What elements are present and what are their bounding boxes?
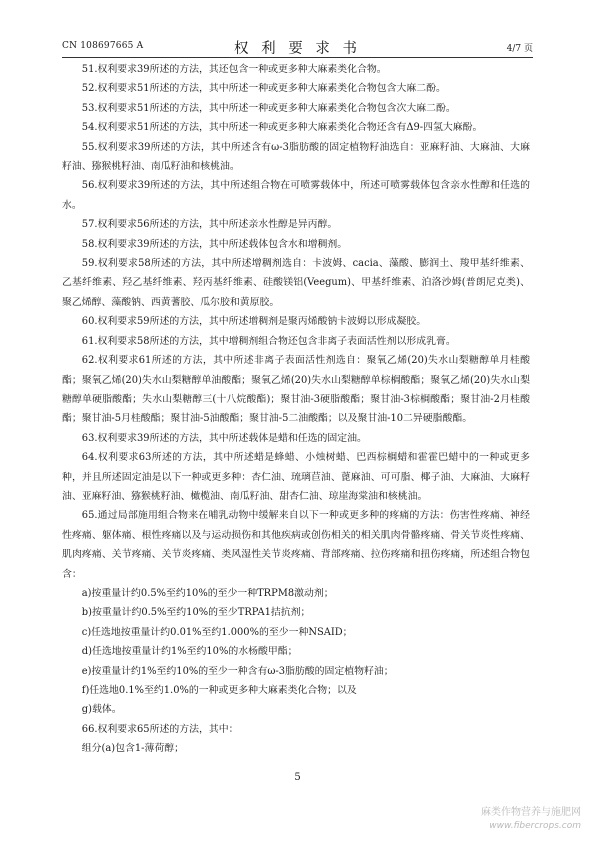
- claim-54: 54.权利要求51所述的方法，其中所述一种或更多种大麻素类化合物还含有Δ9-四氢大麻酚。: [81, 122, 483, 134]
- claim-65-item-c: c)任选地按重量计约0.01%至约1.000%的至少一种NSAID；: [81, 626, 353, 638]
- claim-60: 60.权利要求59所述的方法，其中所述增稠剂是聚丙烯酸钠卡波姆以形成凝胶。: [81, 316, 427, 328]
- header-divider: [62, 57, 533, 58]
- claim-65-item-g: g)载体。: [81, 704, 122, 716]
- document-title: 权 利 要 求 书: [234, 41, 361, 57]
- claim-66-component-a: 组分(a)包含1-薄荷醇；: [81, 743, 185, 755]
- claim-55: 55.权利要求39所述的方法，其中所述含有ω-3脂肪酸的固定植物籽油选自：亚麻籽油、大麻油、大麻籽油、猕猴桃籽油、南瓜籽油和核桃油。: [62, 141, 530, 173]
- claim-58: 58.权利要求39所述的方法，其中所述载体包含水和增稠剂。: [81, 238, 348, 250]
- claim-61: 61.权利要求58所述的方法，其中增稠剂组合物还包含非离子表面活性剂以形成乳膏。: [81, 335, 456, 347]
- claim-65-item-f: f)任选地0.1%至约1.0%的一种或更多种大麻素类化合物；以及: [81, 685, 357, 696]
- claim-57: 57.权利要求56所述的方法，其中所述亲水性醇是异丙醇。: [81, 219, 338, 231]
- patent-number: CN 108697665 A: [62, 41, 144, 51]
- claims-body: [62, 60, 530, 759]
- claim-64: 64.权利要求63所述的方法，其中所述蜡是蜂蜡、小烛树蜡、巴西棕榈蜡和霍霍巴蜡中的一种或更多种，并且所述固定油是以下一种或更多种：杏仁油、琉璃苣油、蓖麻油、可可脂、椰子油、大麻油、大麻籽油、亚麻籽油、猕猴桃籽油、橄榄油、南瓜籽油、甜杏仁油、琼崖海棠油和核桃油。: [62, 452, 530, 502]
- page-indicator: 4/7 页: [506, 44, 533, 54]
- claim-52: 52.权利要求51所述的方法，其中所述一种或更多种大麻素类化合物包含大麻二酚。: [81, 83, 446, 95]
- watermark-site-name: 麻类作物营养与施肥网: [481, 807, 581, 818]
- page-number: 5: [294, 772, 301, 783]
- claim-65-item-a: a)按重量计约0.5%至约10%的至少一种TRPM8激动剂；: [81, 587, 334, 599]
- claim-62: 62.权利要求61所述的方法，其中所述非离子表面活性剂选自：聚氧乙烯(20)失水山梨糖醇单月桂酸酯；聚氧乙烯(20)失水山梨糖醇单油酸酯；聚氧乙烯(20)失水山梨糖醇单棕榈酸酯；聚氧乙烯(20)失水山梨糖醇单硬脂酸酯；失水山梨糖醇三(十八烷酸酯)；聚甘油-3硬脂酸酯；聚甘油-3棕榈酸酯；聚甘油-2月桂酸酯；聚甘油-5月桂酸酯；聚甘油-5油酸酯；聚甘油-5二油酸酯；以及聚甘油-10二异硬脂酸酯。: [62, 355, 530, 425]
- claim-63: 63.权利要求39所述的方法，其中所述载体是蜡和任选的固定油。: [81, 432, 367, 444]
- claim-59: 59.权利要求58所述的方法，其中所述增稠剂选自：卡波姆、cacia、藻酸、膨润土、羧甲基纤维素、乙基纤维素、羟乙基纤维素、羟丙基纤维素、硅酸镁铝(Veegum)、甲基纤维素、泊洛沙姆(普朗尼克类)、聚乙烯醇、藻酸钠、西黄蓍胶、瓜尔胶和黄原胶。: [62, 258, 530, 308]
- claim-66: 66.权利要求65所述的方法，其中：: [81, 723, 239, 735]
- watermark: [481, 806, 581, 832]
- claim-51: 51.权利要求39所述的方法，其还包含一种或更多种大麻素类化合物。: [81, 64, 387, 75]
- page-header: [62, 36, 533, 58]
- watermark-url: www.fibercrops.com: [489, 821, 581, 831]
- claim-53: 53.权利要求51所述的方法，其中所述一种或更多种大麻素类化合物包含次大麻二酚。: [81, 102, 456, 114]
- claim-65-item-b: b)按重量计约0.5%至约10%的至少TRPA1拮抗剂；: [81, 607, 311, 619]
- claim-65-item-d: d)任选地按重量计约1%至约10%的水杨酸甲酯；: [81, 646, 298, 658]
- claim-65-item-e: e)按重量计约1%至约10%的至少一种含有ω-3脂肪酸的固定植物籽油；: [81, 665, 394, 677]
- claim-65: 65.通过局部施用组合物来在哺乳动物中缓解来自以下一种或更多种的疼痛的方法：伤害性疼痛、神经性疼痛、躯体痛、根性疼痛以及与运动损伤和其他疾病或创伤相关的相关肌肉骨骼疼痛、骨关节炎性疼痛、肌肉疼痛、关节疼痛、关节炎疼痛、类风湿性关节炎疼痛、背部疼痛、拉伤疼痛和扭伤疼痛，所述组合物包含：: [62, 510, 530, 580]
- claim-56: 56.权利要求39所述的方法，其中所述组合物在可喷雾载体中，所述可喷雾载体包含亲水性醇和任选的水。: [62, 180, 530, 211]
